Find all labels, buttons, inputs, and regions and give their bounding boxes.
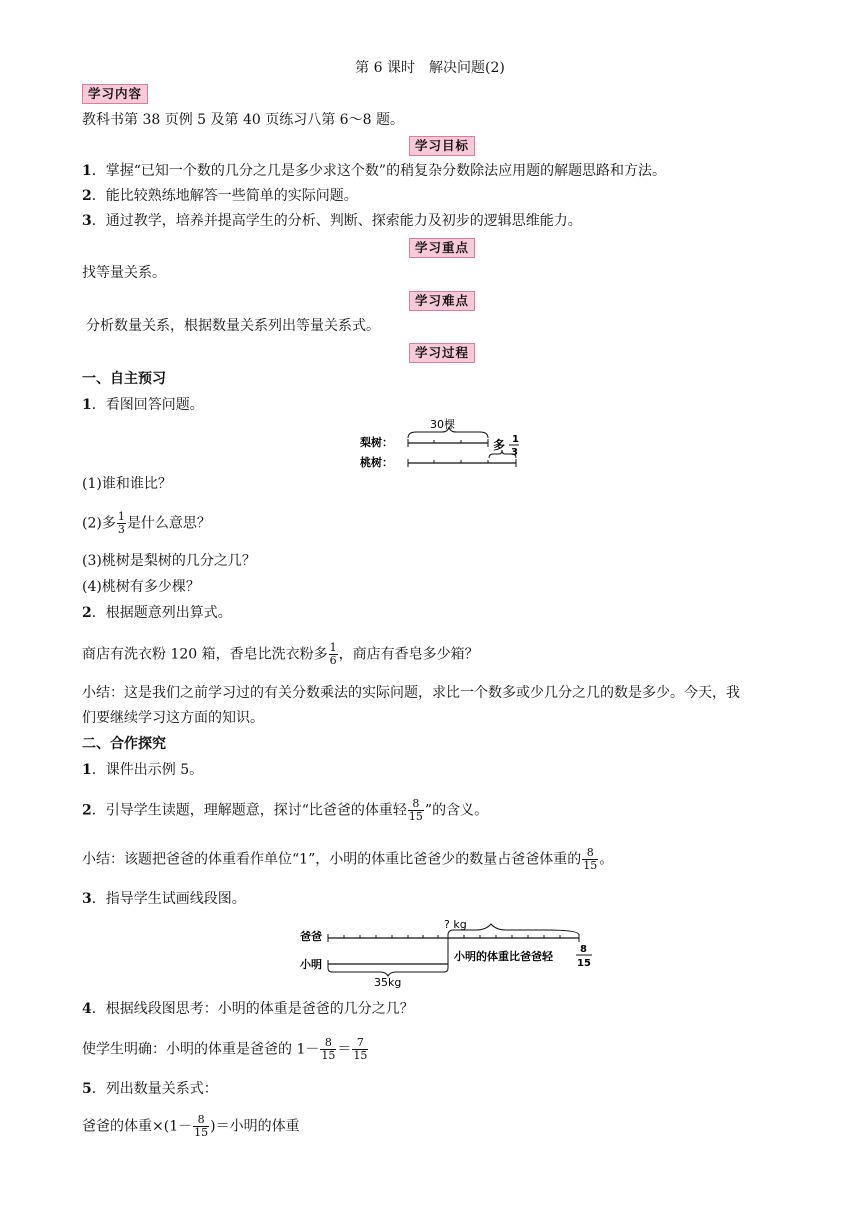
diagram2-frac-n: 8: [580, 944, 587, 955]
section2-item-2: 2．引导学生读题，理解题意，探讨“比爸爸的体重轻 $\frac{8}{15}$ ”的含义。: [82, 797, 489, 823]
section2-item-4: 4．根据线段图思考：小明的体重是爸爸的几分之几？: [82, 1001, 414, 1017]
diagram1-frac-d: 3: [511, 447, 518, 458]
page-title: 第 6 课时 解决问题(2): [355, 60, 505, 76]
problem-text: 商店有洗衣粉 120 箱，香皂比洗衣粉多 $\frac{1}{6}$ ，商店有香皂多少箱？: [82, 641, 479, 667]
question-3: (3)桃树是梨树的几分之几？: [82, 553, 256, 569]
relation-text: 爸爸的体重×(1－ $\frac{8}{15}$ )＝小明的体重: [82, 1113, 300, 1139]
section2-item-5: 5．列出数量关系式：: [82, 1081, 218, 1097]
question-2: (2)多 $\frac{1}{3}$ 是什么意思？: [82, 510, 211, 536]
section2-item-3: 3．指导学生试画线段图。: [82, 891, 246, 907]
content-text: 教科书第 38 页例 5 及第 40 页练习八第 6～8 题。: [82, 112, 404, 128]
diagram1-frac-n: 1: [512, 434, 519, 445]
badge-content: 学习内容: [82, 84, 148, 104]
section1-heading: 一、自主预习: [82, 371, 166, 387]
clarify-text: 使学生明确：小明的体重是爸爸的 1－ $\frac{8}{15}$ ＝ $\frac{7}{15}$: [82, 1036, 368, 1062]
badge-goals: 学习目标: [409, 136, 475, 156]
section2-item-1: 1．课件出示例 5。: [82, 762, 204, 778]
difficulty-text: 分析数量关系，根据数量关系列出等量关系式。: [86, 318, 380, 334]
section1-item-2: 2．根据题意列出算式。: [82, 605, 232, 621]
diagram2-note: 小明的体重比爸爸轻: [454, 950, 553, 963]
tree-comparison-diagram: [360, 416, 530, 472]
diagram1-row1-label: 梨树：: [360, 436, 393, 449]
question-1: (1)谁和谁比？: [82, 476, 172, 492]
diagram1-row2-label: 桃树：: [360, 456, 393, 469]
diagram2-frac-d: 15: [577, 958, 591, 969]
section2-heading: 二、合作探究: [82, 736, 166, 752]
badge-process: 学习过程: [409, 343, 475, 363]
diagram1-more-label: 多: [493, 438, 506, 452]
goal-item-2: 2．能比较熟练地解答一些简单的实际问题。: [82, 188, 358, 204]
diagram2-row2-label: 小明: [300, 958, 322, 971]
diagram2-row1-label: 爸爸: [300, 930, 322, 943]
weight-comparison-diagram: [296, 914, 596, 990]
key-text: 找等量关系。: [82, 265, 166, 281]
question-4: (4)桃树有多少棵？: [82, 579, 200, 595]
section2-summary: 小结：该题把爸爸的体重看作单位“1”，小明的体重比爸爸少的数量占爸爸体重的 $\frac{8}{15}$ 。: [82, 846, 614, 872]
goal-item-3: 3．通过教学，培养并提高学生的分析、判断、探索能力及初步的逻辑思维能力。: [82, 213, 582, 229]
diagram1-top-label: 30棵: [430, 418, 455, 431]
summary-line-2: 们要继续学习这方面的知识。: [82, 710, 264, 726]
section1-item-1: 1．看图回答问题。: [82, 397, 204, 413]
badge-key: 学习重点: [409, 238, 475, 258]
diagram2-unknown-label: ? kg: [444, 918, 467, 931]
summary-line-1: 小结：这是我们之前学习过的有关分数乘法的实际问题，求比一个数多或少几分之几的数是多少。今天，我: [82, 685, 740, 701]
badge-difficulty: 学习难点: [409, 291, 475, 311]
goal-item-1: 1．掌握“已知一个数的几分之几是多少求这个数”的稍复杂分数除法应用题的解题思路和方法。: [82, 163, 667, 179]
diagram2-known-label: 35kg: [374, 976, 402, 989]
